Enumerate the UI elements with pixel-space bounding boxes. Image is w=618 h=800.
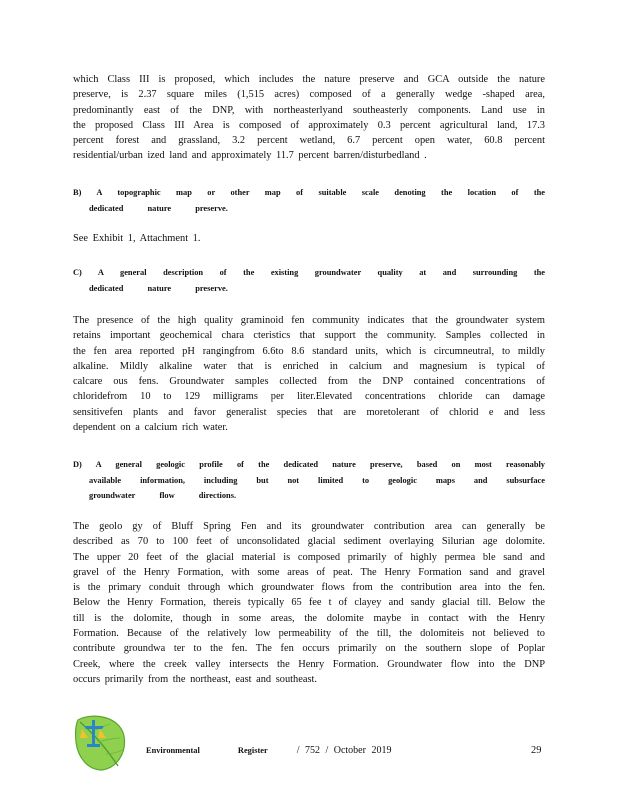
heading-line: B) A topographic map or other map of suitable scale denoting the location of the xyxy=(73,188,545,197)
heading-line: D) A general geologic profile of the dedicated nature preserve, based on most reasonably xyxy=(73,460,545,469)
heading-line: dedicated nature preserve. xyxy=(89,283,228,293)
text-line: described as 70 to 100 feet of unconsolidated glacial sediment overlaying Silurian age dolomite. xyxy=(73,536,545,548)
exhibit-reference: See Exhibit 1, Attachment 1. xyxy=(73,233,201,244)
text-line: preserve, is 2.37 square miles (1,515 acres) composed of a generally wedge -shaped area, xyxy=(73,89,545,101)
text-line: is the primary conduit through which groundwater flows from the contribution area into the fen. xyxy=(73,582,545,594)
paragraph-groundwater-quality xyxy=(73,313,545,435)
text-line: The geolo gy of Bluff Spring Fen and its groundwater contribution area can generally be xyxy=(73,521,545,532)
text-line: predominantly east of the DNP, with northeasterlyand southeasterly components. Land use in xyxy=(73,104,545,116)
page-footer xyxy=(0,740,618,770)
heading-line: C) A general description of the existing groundwater quality at and surrounding the xyxy=(73,268,545,277)
text-line: alkaline. Mildly alkaline water that is enriched in calcium and magnesium is typical of xyxy=(73,360,545,372)
text-line: till is the dolomite, though in some areas, the dolomite maybe in contact with the Henry xyxy=(73,612,545,624)
footer-citation xyxy=(146,745,391,756)
text-line: percent forest and grassland, 3.2 percent wetland, 6.7 percent open water, 60.8 percent xyxy=(73,135,545,147)
text-line: occurs primarily from the northeast, east and southeast. xyxy=(73,673,317,685)
publication-name: Environmental Register xyxy=(146,746,268,755)
text-line: residential/urban ized land and approximately 11.7 percent barren/disturbedland . xyxy=(73,150,427,162)
section-heading-b xyxy=(73,185,545,216)
paragraph-geologic-profile xyxy=(73,519,545,687)
text-line: Below the Henry Formation, thereis typically 65 fee t of clayey and sandy glacial till. Below the xyxy=(73,597,545,609)
page-number: 29 xyxy=(531,745,542,756)
heading-line: available information, including but not limited to geologic maps and subsurface xyxy=(89,475,545,485)
text-line: The presence of the high quality graminoid fen community indicates that the groundwater system xyxy=(73,315,545,326)
paragraph-class-iii xyxy=(73,72,545,164)
section-heading-c xyxy=(73,265,545,296)
text-line: the fen area reported pH rangingfrom 6.6to 8.6 standard units, which is circumneutral, to mildly xyxy=(73,345,545,357)
text-line: dependent on a calcium rich water. xyxy=(73,422,228,434)
text-line: contribute groundwa ter to the fen. The fen occurs primarily on the southern slope of Poplar xyxy=(73,643,545,655)
text-line: calcare ous fens. Groundwater samples collected from the DNP contained concentrations of xyxy=(73,376,545,388)
text-line: Creek, where the creek valley intersects the Henry Formation. Groundwater flow into the DNP xyxy=(73,658,545,670)
section-heading-d xyxy=(73,457,545,504)
text-line: gravel of the Henry Formation, with some areas of peat. The Henry Formation sand and gravel xyxy=(73,566,545,578)
text-line: which Class III is proposed, which includes the nature preserve and GCA outside the nature xyxy=(73,74,545,85)
heading-line: groundwater flow directions. xyxy=(89,491,237,500)
heading-line: dedicated nature preserve. xyxy=(89,203,228,213)
text-line: The upper 20 feet of the glacial material is composed primarily of highly permea ble sand and xyxy=(73,551,545,563)
text-line: chloridefrom 10 to 129 milligrams per liter.Elevated concentrations chloride can damage xyxy=(73,391,545,403)
text-line: sensitivefen plants and favor generalist species that are moretolerant of chlorid e and less xyxy=(73,406,545,418)
text-line: retains important geochemical chara cteristics that support the community. Samples collected in xyxy=(73,330,545,342)
text-line: the proposed Class III Area is composed of approximately 0.3 percent agricultural land, 17.3 xyxy=(73,119,545,131)
text-line: Formation. Because of the relatively low permeability of the till, the dolomiteis not believed to xyxy=(73,628,545,640)
issue-info: / 752 / October 2019 xyxy=(296,745,392,756)
